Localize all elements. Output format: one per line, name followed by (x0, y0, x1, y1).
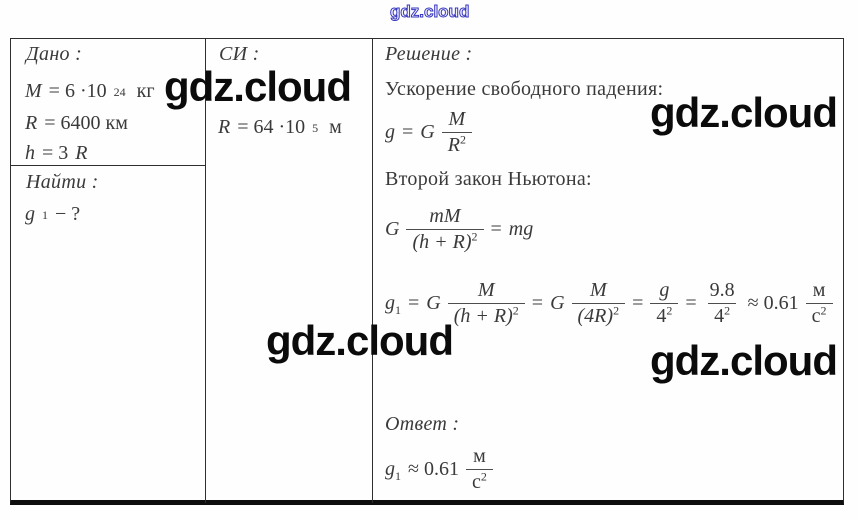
mass-variable: M (25, 80, 42, 102)
f3-equals-3: = (632, 291, 644, 314)
answer-subscript: 1 (395, 468, 401, 483)
watermark-top: gdz.cloud (390, 2, 470, 21)
f3-fraction-3 (650, 279, 678, 327)
f3-equals-4: = (685, 291, 697, 314)
find-question: − ? (55, 203, 81, 225)
f1-denominator (442, 132, 472, 156)
answer-unit-den-base: с (471, 470, 481, 493)
f1-lhs: g (385, 120, 395, 143)
given-height-line (25, 142, 88, 165)
mass-value: = 6 ·10 (48, 80, 107, 102)
f3-lhs-subscript: 1 (395, 302, 401, 317)
f3-unit-denominator (806, 303, 833, 327)
f3-num-4: 9.8 (709, 279, 735, 302)
answer-variable: g (385, 457, 395, 480)
si-radius-variable: R (218, 116, 231, 138)
f2-rhs: mg (508, 217, 534, 240)
f3-lhs (385, 292, 401, 315)
formula-g-equals (385, 104, 472, 160)
f3-approx-value: ≈ 0.61 (747, 291, 799, 314)
answer-units-fraction (466, 445, 493, 493)
answer-unit-den-exponent: 2 (480, 468, 487, 483)
f3-equals-2: = (531, 291, 544, 314)
height-variable: h (25, 142, 35, 164)
watermark-black-3: gdz.cloud (266, 317, 453, 364)
f3-G-1: G (426, 291, 441, 314)
find-header: Найти : (26, 171, 99, 193)
formula-newton-law (385, 200, 533, 258)
f3-den-3-exponent: 2 (666, 302, 673, 317)
f2-numerator: mM (429, 205, 461, 228)
solution-text-1: Ускорение свободного падения: (385, 78, 664, 100)
f3-num-3: g (659, 279, 670, 302)
f3-den-3-base: 4 (656, 304, 667, 327)
answer-variable-group (385, 458, 401, 481)
f3-den-2-exponent: 2 (613, 302, 620, 317)
f3-den-3 (650, 303, 678, 327)
find-variable: g (25, 203, 35, 225)
f3-unit-den-base: с (811, 304, 821, 327)
watermark-black-2: gdz.cloud (650, 89, 837, 136)
f1-numerator: M (448, 108, 466, 131)
f1-den-exponent: 2 (459, 131, 466, 146)
f3-den-1-base: (h + R) (453, 304, 513, 327)
solution-header: Решение : (385, 43, 473, 65)
f3-fraction-4 (704, 279, 741, 327)
given-mass-line: M = 6 ·10 24 кг (25, 80, 155, 102)
f3-fraction-2 (572, 279, 626, 327)
f3-num-2: M (589, 279, 607, 302)
f3-equals-1: = (408, 291, 420, 314)
f1-fraction (442, 108, 472, 156)
f3-fraction-1 (448, 279, 525, 327)
si-radius-unit: м (329, 116, 342, 138)
answer-unit-denominator (466, 469, 493, 493)
si-header: СИ : (219, 43, 260, 65)
answer-line (385, 444, 493, 494)
answer-value: ≈ 0.61 (408, 457, 459, 480)
f3-den-2 (572, 303, 626, 327)
si-radius-line: R = 64 ·10 5 м (218, 116, 342, 138)
si-radius-value: = 64 ·10 (237, 116, 306, 138)
f3-units-fraction (806, 279, 833, 327)
f3-den-2-base: (4R) (577, 304, 614, 327)
given-find-divider (10, 165, 206, 166)
answer-header: Ответ : (385, 413, 460, 435)
f1-equals: = (402, 120, 414, 143)
f2-den-exponent: 2 (471, 228, 478, 243)
f2-den-base: (h + R) (412, 230, 472, 253)
f1-den-base: R (447, 133, 460, 156)
radius-value: = 6400 км (44, 112, 128, 134)
f3-unit-numerator: м (812, 279, 826, 302)
answer-unit-numerator: м (473, 445, 486, 468)
f2-denominator (406, 229, 483, 253)
f3-G-2: G (550, 291, 565, 314)
f2-gravitational-constant: G (385, 217, 400, 240)
f3-unit-den-exponent: 2 (820, 302, 827, 317)
radius-variable: R (25, 112, 38, 134)
f3-den-1-exponent: 2 (512, 302, 519, 317)
height-value: = 3 (42, 142, 69, 164)
watermark-black-4: gdz.cloud (650, 337, 837, 384)
height-variable-2: R (75, 142, 88, 164)
f3-den-4-base: 4 (714, 304, 725, 327)
given-radius-line (25, 112, 128, 135)
f3-den-1 (448, 303, 525, 327)
f2-fraction (406, 205, 483, 253)
column-divider-2 (372, 38, 373, 503)
f1-gravitational-constant: G (420, 120, 435, 143)
solution-text-2: Второй закон Ньютона: (385, 168, 592, 190)
f3-lhs-variable: g (385, 291, 395, 314)
given-header: Дано : (26, 43, 83, 65)
f2-equals: = (490, 217, 502, 240)
mass-unit: кг (136, 80, 155, 102)
f3-den-4 (708, 303, 736, 327)
f3-num-1: M (477, 279, 495, 302)
watermark-black-1: gdz.cloud (164, 63, 351, 110)
f3-den-4-exponent: 2 (724, 302, 731, 317)
find-line: g 1 − ? (25, 203, 81, 225)
